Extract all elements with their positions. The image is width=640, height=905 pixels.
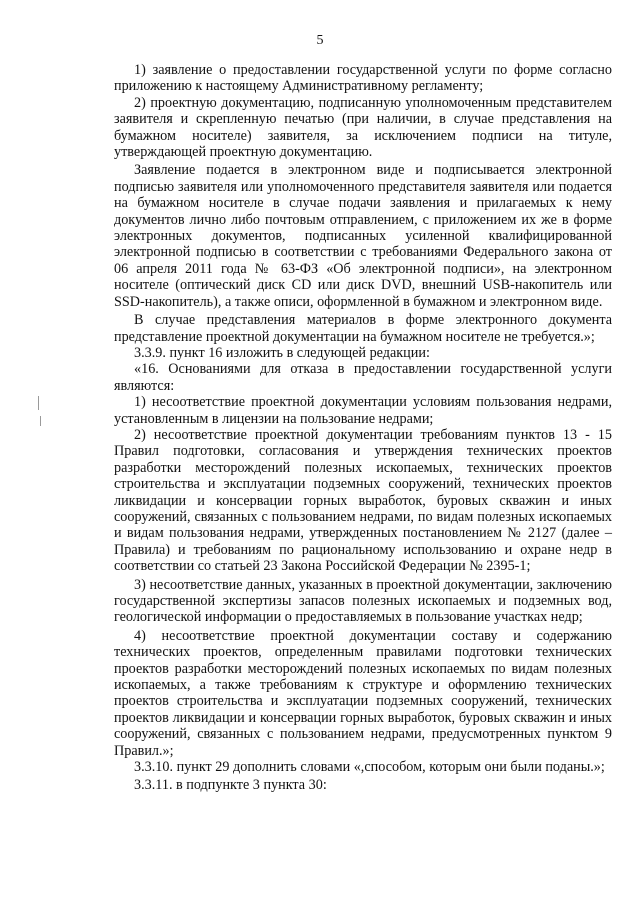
paragraph-submission-method: Заявление подается в электронном виде и подписывается электронной подписью заявителя или уполномоченного представителя заявителя или подается на бумажном носителе в случае подачи заявления и прилагаемых к нему документов лично либо почтовым отправлением, с приложением их же в форме электронных документов, подписанных усиленной квалифицированной электронной подписью в соответствии с требованиями Федерального закона от 06 апреля 2011 года № 63-ФЗ «Об электронной подписи», на электронном носителе (оптический диск CD или диск DVD, внешний USB-накопитель или SSD-накопитель), а также описи, оформленной в бумажном и электронном виде. (114, 162, 612, 310)
paragraph-refusal-ground-4: 4) несоответствие проектной документации составу и содержанию технических проектов, определенным правилами подготовки технических проектов разработки месторождений полезных ископаемых по видам полезных ископаемых, а также требованиям к структуре и оформлению технических проектов строительства и эксплуатации подземных сооружений, технических проектов ликвидации и консервации горных выработок, буровых скважин и иных сооружений, связанных с пользованием недрами, предусмотренных пунктом 9 Правил.»; (114, 627, 612, 759)
document-body (114, 62, 612, 794)
paragraph-item-3-3-11: 3.3.11. в подпункте 3 пункта 30: (134, 777, 327, 794)
paragraph-refusal-ground-3: 3) несоответствие данных, указанных в проектной документации, заключению государственной экспертизы запасов полезных ископаемых и подземных вод, геологической информации о предоставляемых в пользование участках недр; (114, 576, 612, 626)
scan-artifact-mark (40, 416, 41, 426)
paragraph-refusal-ground-1: 1) несоответствие проектной документации условиям пользования недрами, установленным в лицензии на пользование недрами; (114, 394, 612, 427)
paragraph-item-3-3-9: 3.3.9. пункт 16 изложить в следующей редакции: (134, 344, 430, 361)
paragraph-application: 1) заявление о предоставлении государственной услуги по форме согласно приложению к настоящему Административному регламенту; (114, 62, 612, 95)
paragraph-refusal-ground-2: 2) несоответствие проектной документации требованиям пунктов 13 - 15 Правил подготовки, согласования и утверждения технических проектов разработки месторождений полезных ископаемых, технических проектов строительства и эксплуатации подземных сооружений, технических проектов ликвидации и консервации горных выработок, буровых скважин и иных сооружений, связанных с пользованием недрами, по видам полезных ископаемых и видам пользования недрами, утвержденных постановлением № 2127 (далее – Правила) и требованиям по рациональному использованию и охране недр в соответствии со статьей 23 Закона Российской Федерации № 2395-1; (114, 426, 612, 575)
paragraph-item-3-3-10: 3.3.10. пункт 29 дополнить словами «,способом, которым они были поданы.»; (134, 759, 605, 776)
page-number: 5 (316, 33, 324, 48)
scan-artifact-mark (38, 396, 39, 410)
paragraph-project-documentation: 2) проектную документацию, подписанную уполномоченным представителем заявителя и скрепленную печатью (при наличии, в случае представления на бумажном носителе) заявителя, за исключением подписи на титуле, утверждающей проектную документацию. (114, 94, 612, 161)
paragraph-refusal-grounds: «16. Основаниями для отказа в предоставлении государственной услуги являются: (114, 361, 612, 394)
paragraph-electronic-materials: В случае представления материалов в форме электронного документа представление проектной документации на бумажном носителе не требуется.»; (114, 312, 612, 345)
